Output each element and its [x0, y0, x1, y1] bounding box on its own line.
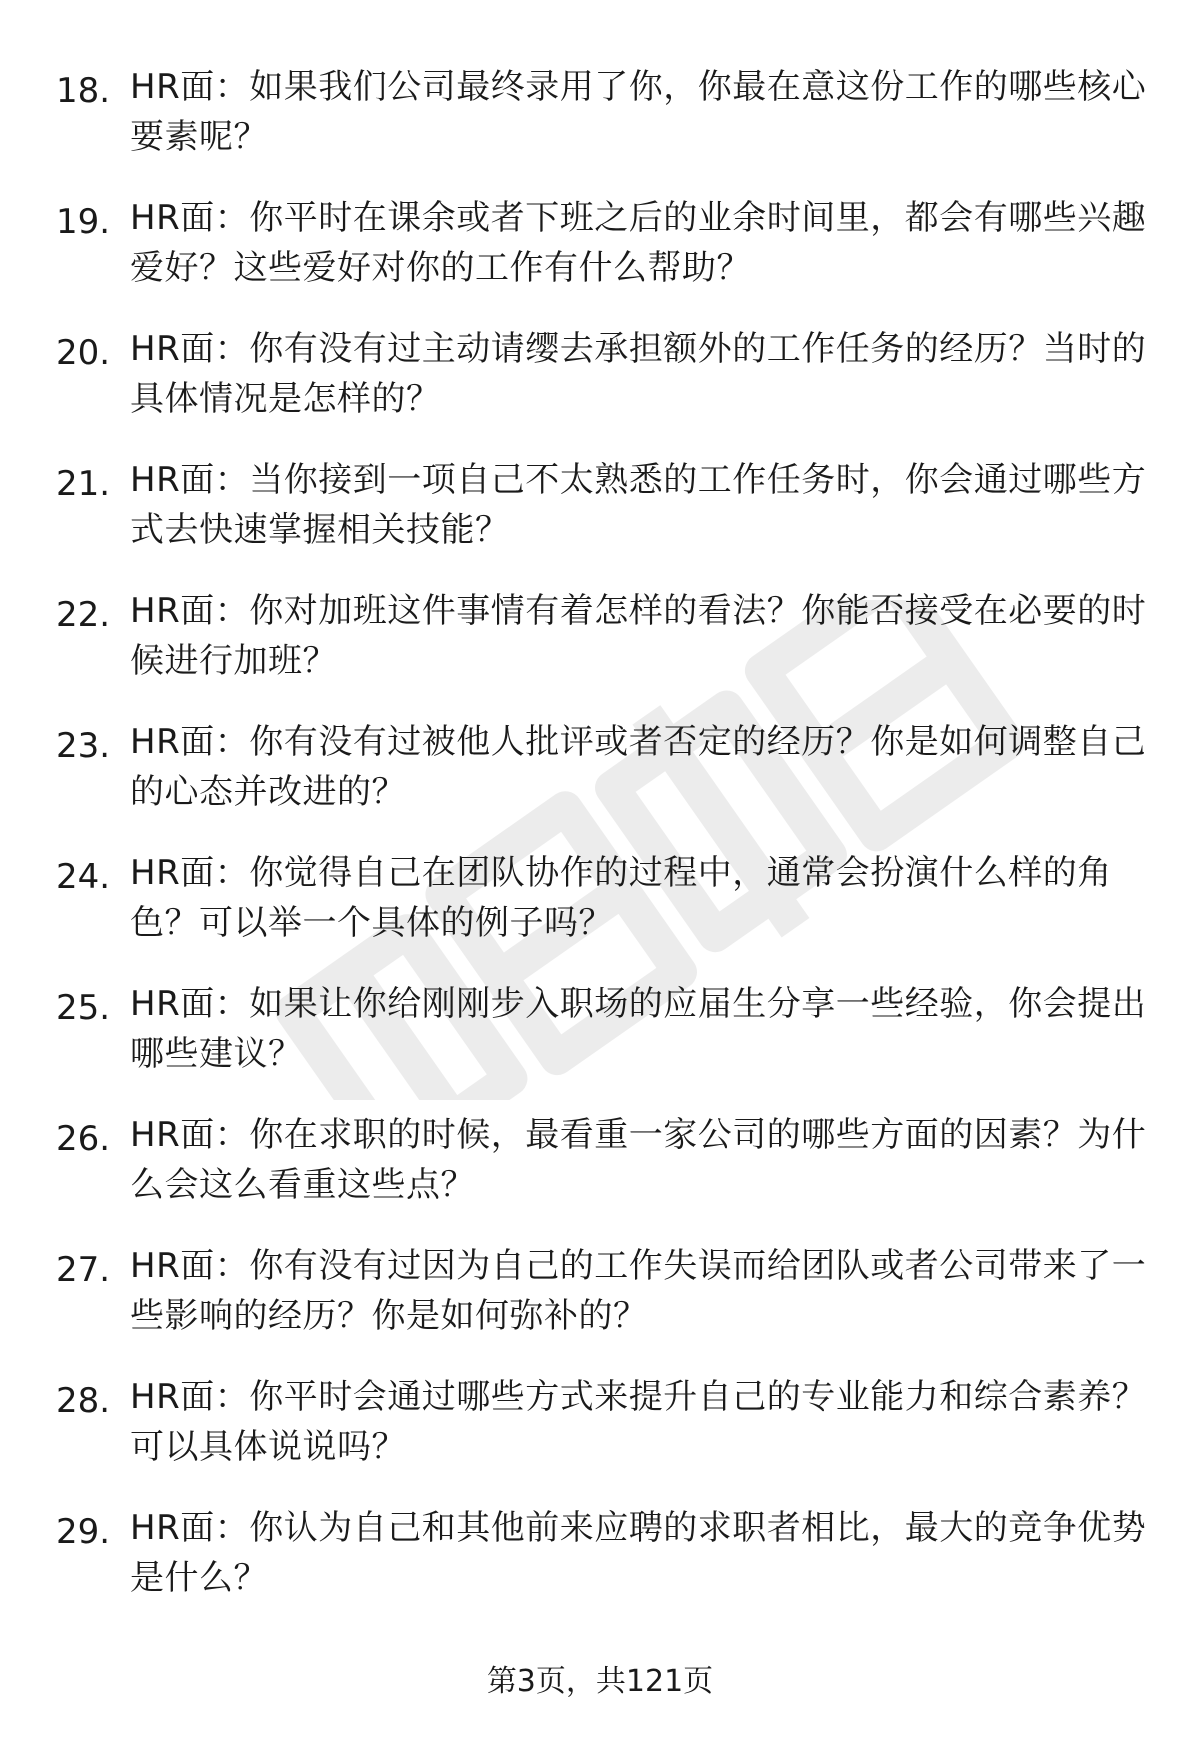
question-text: HR面：如果让你给刚刚步入职场的应届生分享一些经验，你会提出哪些建议？ [130, 984, 1147, 1074]
question-number: 21. [56, 464, 111, 504]
question-text: HR面：你觉得自己在团队协作的过程中，通常会扮演什么样的角色？可以举一个具体的例子吗？ [130, 853, 1112, 943]
question-number: 29. [56, 1512, 111, 1552]
page-indicator: 第3页，共121页 [486, 1664, 714, 1699]
question-text: HR面：你有没有过主动请缨去承担额外的工作任务的经历？当时的具体情况是怎样的？ [130, 329, 1147, 419]
question-list [0, 48, 1200, 1620]
question-item [0, 1489, 1200, 1620]
question-number: 26. [56, 1119, 111, 1159]
question-item [0, 179, 1200, 310]
question-number: 19. [56, 202, 111, 242]
question-item [0, 834, 1200, 965]
question-number: 23. [56, 726, 111, 766]
question-item [0, 1096, 1200, 1227]
question-item [0, 703, 1200, 834]
question-text: HR面：你有没有过因为自己的工作失误而给团队或者公司带来了一些影响的经历？你是如何弥补的？ [130, 1246, 1147, 1336]
question-number: 22. [56, 595, 111, 635]
question-text: HR面：你对加班这件事情有着怎样的看法？你能否接受在必要的时候进行加班？ [130, 591, 1147, 681]
question-text: HR面：你平时会通过哪些方式来提升自己的专业能力和综合素养？可以具体说说吗？ [130, 1377, 1147, 1467]
question-item [0, 965, 1200, 1096]
question-item [0, 310, 1200, 441]
question-number: 18. [56, 71, 111, 111]
question-text: HR面：你认为自己和其他前来应聘的求职者相比，最大的竞争优势是什么？ [130, 1508, 1147, 1598]
question-text: HR面：你有没有过被他人批评或者否定的经历？你是如何调整自己的心态并改进的？ [130, 722, 1147, 812]
question-text: HR面：当你接到一项自己不太熟悉的工作任务时，你会通过哪些方式去快速掌握相关技能？ [130, 460, 1147, 550]
question-text: HR面：你在求职的时候，最看重一家公司的哪些方面的因素？为什么会这么看重这些点？ [130, 1115, 1147, 1205]
question-item [0, 441, 1200, 572]
question-item [0, 48, 1200, 179]
question-item [0, 1358, 1200, 1489]
question-number: 25. [56, 988, 111, 1028]
question-number: 24. [56, 857, 111, 897]
question-item [0, 1227, 1200, 1358]
question-text: HR面：如果我们公司最终录用了你，你最在意这份工作的哪些核心要素呢？ [130, 67, 1147, 157]
question-number: 27. [56, 1250, 111, 1290]
question-number: 20. [56, 333, 111, 373]
question-text: HR面：你平时在课余或者下班之后的业余时间里，都会有哪些兴趣爱好？这些爱好对你的工作有什么帮助？ [130, 198, 1147, 288]
question-item [0, 572, 1200, 703]
question-number: 28. [56, 1381, 111, 1421]
